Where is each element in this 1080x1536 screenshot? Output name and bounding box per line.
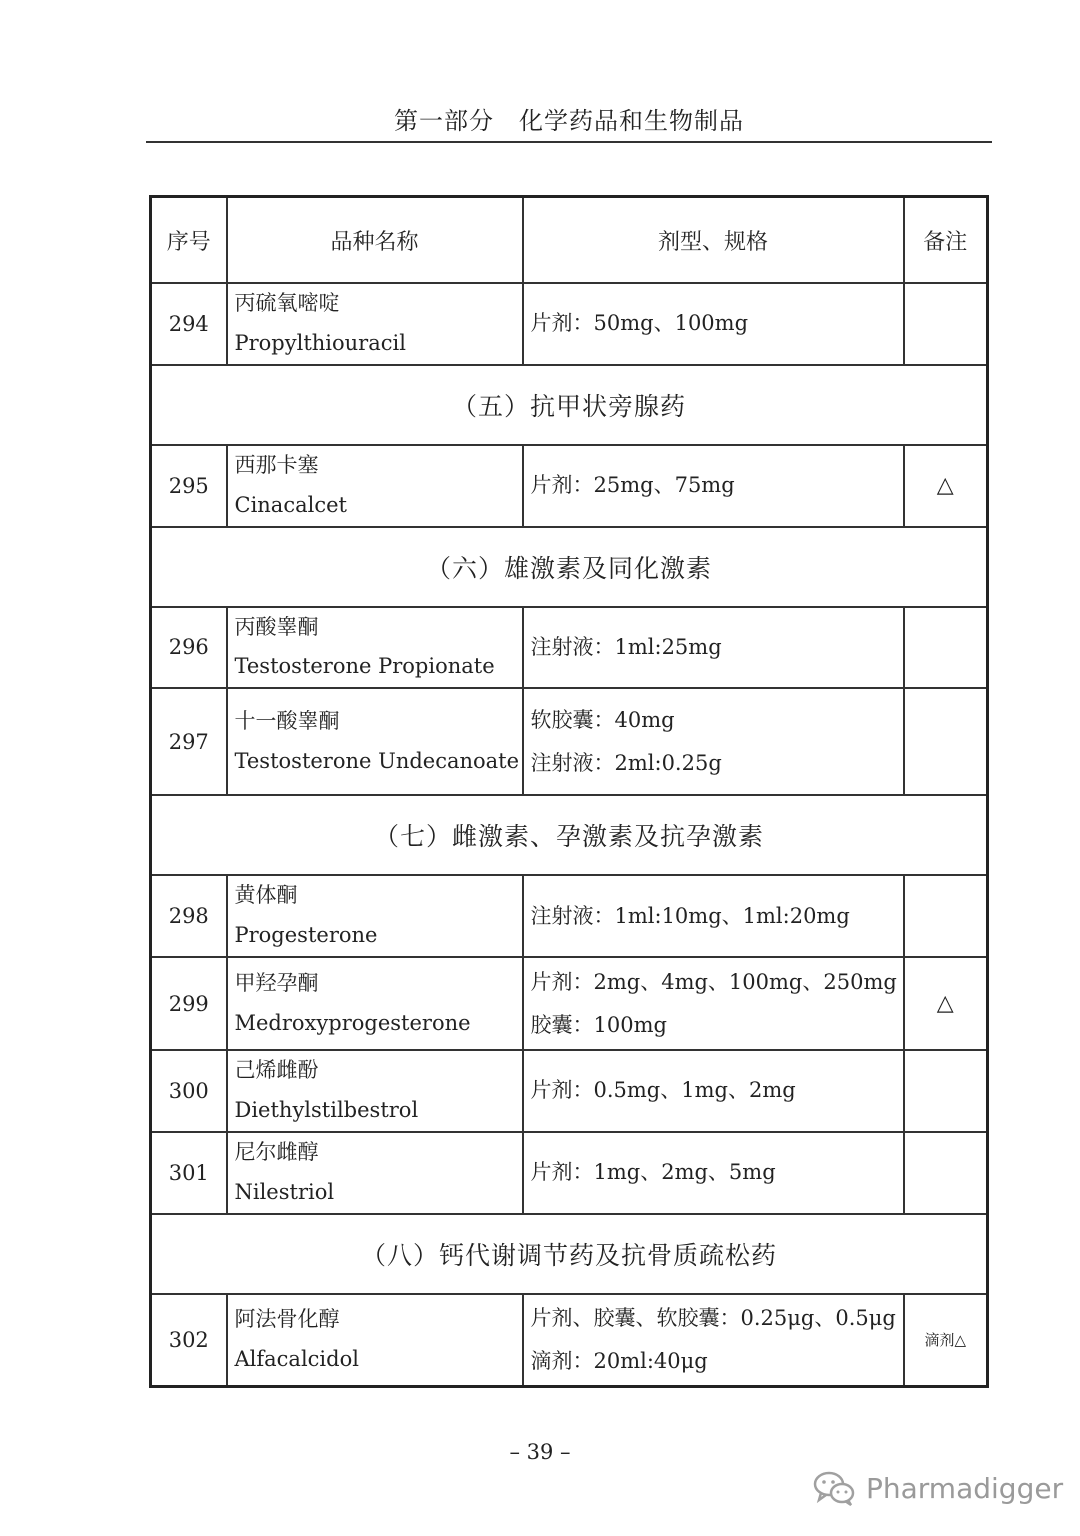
spec-cell — [523, 957, 904, 1050]
spec-line: 软胶囊：40mg — [530, 707, 675, 732]
drug-name-en: Cinacalcet — [234, 492, 347, 517]
drug-table — [149, 195, 989, 1388]
note-cell: 滴剂△ — [904, 1294, 988, 1387]
note-cell — [904, 1050, 988, 1132]
drug-name-cn: 丙硫氧嘧啶 — [234, 291, 340, 315]
spec-line: 片剂、胶囊、软胶囊：0.25μg、0.5μg — [530, 1305, 896, 1330]
spec-cell — [523, 875, 904, 957]
table-head — [151, 197, 988, 284]
note-cell — [904, 875, 988, 957]
section-row — [151, 365, 988, 445]
section-title: （八）钙代谢调节药及抗骨质疏松药 — [151, 1214, 988, 1294]
drug-name-cn: 黄体酮 — [234, 883, 298, 908]
drug-name-en: Propylthiouracil — [234, 330, 406, 355]
spec-cell — [523, 1132, 904, 1214]
drug-name-cell — [227, 445, 523, 527]
drug-name-cell — [227, 607, 523, 689]
spec-line: 注射液：1ml:10mg、1ml:20mg — [530, 903, 850, 928]
section-row — [151, 795, 988, 875]
drug-name-en: Progesterone — [234, 923, 378, 948]
drug-name-en: Testosterone Undecanoate — [234, 748, 520, 773]
column-header-note: 备注 — [904, 197, 988, 284]
table-header-row — [151, 197, 988, 284]
note-cell — [904, 688, 988, 795]
spec-line: 胶囊：100mg — [530, 1012, 667, 1037]
section-row — [151, 527, 988, 607]
note-cell — [904, 607, 988, 689]
drug-name-cn: 丙酸睾酮 — [234, 614, 319, 639]
spec-line: 片剂：1mg、2mg、5mg — [530, 1160, 776, 1185]
drug-name-en: Testosterone Propionate — [234, 654, 495, 679]
spec-cell — [523, 607, 904, 689]
drug-name-cell — [227, 688, 523, 795]
spec-cell — [523, 688, 904, 795]
drug-name-cn: 尼尔雌醇 — [234, 1139, 319, 1164]
drug-name-cell — [227, 1050, 523, 1132]
row-number: 301 — [151, 1132, 227, 1214]
section-title: （五）抗甲状旁腺药 — [151, 365, 988, 445]
spec-cell — [523, 283, 904, 365]
drug-name-cell — [227, 283, 523, 365]
drug-name-cell — [227, 1132, 523, 1214]
table-row — [151, 1132, 988, 1214]
drug-name-cn: 甲羟孕酮 — [234, 970, 319, 995]
table-row — [151, 1050, 988, 1132]
row-number: 298 — [151, 875, 227, 957]
spec-cell — [523, 1050, 904, 1132]
drug-name-en: Nilestriol — [234, 1179, 335, 1204]
drug-name-cn: 西那卡塞 — [234, 452, 319, 477]
table-body — [151, 283, 988, 1387]
spec-cell — [523, 1294, 904, 1387]
watermark — [812, 1466, 1063, 1510]
section-row — [151, 1214, 988, 1294]
drug-name-cell — [227, 875, 523, 957]
page-header-title: 第一部分 化学药品和生物制品 — [394, 107, 744, 135]
drug-name-cell — [227, 1294, 523, 1387]
spec-line: 片剂：2mg、4mg、100mg、250mg — [530, 969, 897, 994]
spec-line: 片剂：0.5mg、1mg、2mg — [530, 1078, 796, 1103]
spec-line: 注射液：1ml:25mg — [530, 634, 722, 659]
row-number: 297 — [151, 688, 227, 795]
table-row — [151, 607, 988, 689]
row-number: 300 — [151, 1050, 227, 1132]
spec-cell — [523, 445, 904, 527]
table-row — [151, 445, 988, 527]
drug-name-cn: 十一酸睾酮 — [234, 708, 340, 733]
section-title: （七）雌激素、孕激素及抗孕激素 — [151, 795, 988, 875]
table-row — [151, 957, 988, 1050]
spec-line: 注射液：2ml:0.25g — [530, 750, 722, 775]
table-row — [151, 688, 988, 795]
drug-name-en: Alfacalcidol — [234, 1346, 359, 1371]
table-row — [151, 1294, 988, 1387]
spec-line: 片剂：25mg、75mg — [530, 473, 735, 498]
drug-name-cell — [227, 957, 523, 1050]
drug-name-en: Medroxyprogesterone — [234, 1010, 471, 1035]
wechat-icon — [812, 1468, 858, 1508]
drug-name-cn: 己烯雌酚 — [234, 1058, 319, 1083]
spec-line: 滴剂：20ml:40μg — [530, 1348, 708, 1373]
drug-name-cn: 阿法骨化醇 — [234, 1307, 340, 1332]
column-header-name: 品种名称 — [227, 197, 523, 284]
header-rule — [146, 141, 992, 143]
note-cell — [904, 283, 988, 365]
note-cell: △ — [904, 957, 988, 1050]
row-number: 299 — [151, 957, 227, 1050]
column-header-spec: 剂型、规格 — [523, 197, 904, 284]
section-title: （六）雄激素及同化激素 — [151, 527, 988, 607]
drug-name-en: Diethylstilbestrol — [234, 1098, 419, 1123]
table-row — [151, 283, 988, 365]
spec-line: 片剂：50mg、100mg — [530, 311, 749, 336]
row-number: 295 — [151, 445, 227, 527]
watermark-text: Pharmadigger — [866, 1471, 1064, 1505]
table-row — [151, 875, 988, 957]
column-header-no: 序号 — [151, 197, 227, 284]
row-number: 294 — [151, 283, 227, 365]
row-number: 296 — [151, 607, 227, 689]
note-cell: △ — [904, 445, 988, 527]
row-number: 302 — [151, 1294, 227, 1387]
note-cell — [904, 1132, 988, 1214]
page-number: – 39 – — [509, 1440, 571, 1464]
